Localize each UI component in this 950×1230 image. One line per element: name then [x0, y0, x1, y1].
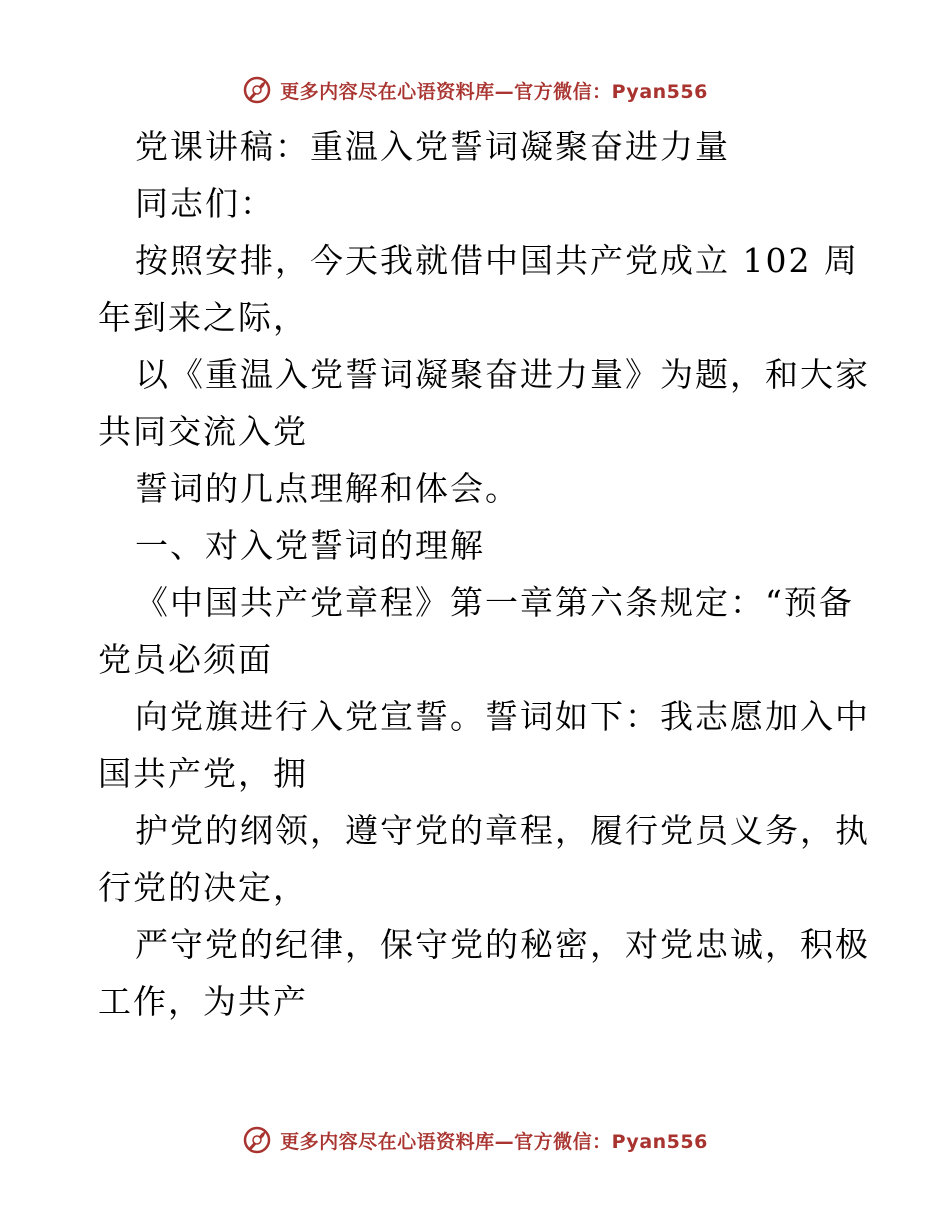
footer-banner: [0, 1120, 950, 1160]
quill-in-circle-icon: [242, 1125, 272, 1155]
salutation: 同志们：: [135, 184, 275, 223]
body-line: 按照安排，今天我就借中国共产党成立 102 周: [135, 241, 859, 280]
body-line: 以《重温入党誓词凝聚奋进力量》为题，和大家: [135, 355, 870, 394]
body-line: 年到来之际，: [98, 298, 308, 337]
footer-banner-text: 更多内容尽在心语资料库—官方微信：Pyan556: [280, 1130, 708, 1153]
body-line: 国共产党，拥: [98, 754, 308, 793]
section-heading: 一、对入党誓词的理解: [135, 526, 485, 565]
header-banner-text: 更多内容尽在心语资料库—官方微信：Pyan556: [280, 80, 708, 103]
document-title: 党课讲稿：重温入党誓词凝聚奋进力量: [135, 127, 730, 166]
body-line: 护党的纲领，遵守党的章程，履行党员义务，执: [135, 811, 870, 850]
quill-in-circle-icon: [242, 75, 272, 105]
body-line: 共同交流入党: [98, 412, 308, 451]
body-line: 严守党的纪律，保守党的秘密，对党忠诚，积极: [135, 925, 870, 964]
body-line: 誓词的几点理解和体会。: [135, 469, 520, 508]
body-line: 党员必须面: [98, 640, 273, 679]
header-banner: [0, 70, 950, 110]
document-body: [98, 118, 870, 1030]
body-line: 向党旗进行入党宣誓。誓词如下：我志愿加入中: [135, 697, 870, 736]
body-line: 《中国共产党章程》第一章第六条规定：“预备: [135, 583, 854, 622]
body-line: 工作，为共产: [98, 982, 308, 1021]
body-line: 行党的决定，: [98, 868, 308, 907]
